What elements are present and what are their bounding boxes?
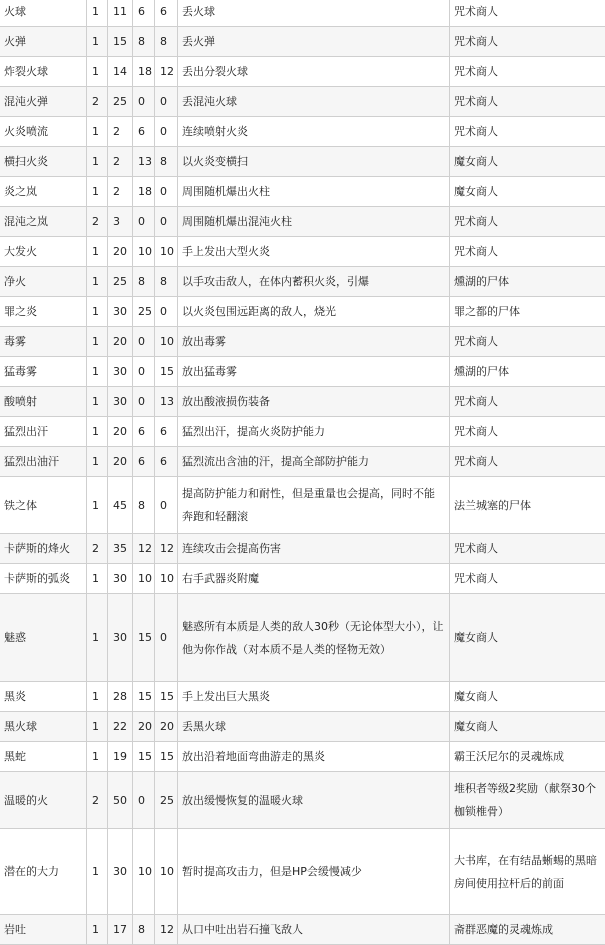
spell-slots: 1 [87, 477, 108, 534]
spell-stat-b: 6 [133, 117, 155, 147]
table-row [0, 534, 605, 564]
spell-stat-b: 15 [133, 682, 155, 712]
spell-source: 霸王沃尼尔的灵魂炼成 [450, 742, 605, 772]
spell-slots: 1 [87, 177, 108, 207]
spell-stat-b: 0 [133, 357, 155, 387]
spell-name: 猛烈出油汗 [0, 447, 87, 477]
table-row [0, 829, 605, 915]
spell-description: 以火炎包围远距离的敌人，烧光 [178, 297, 450, 327]
spell-description: 放出酸液损伤装备 [178, 387, 450, 417]
spell-description: 手上发出巨大黑炎 [178, 682, 450, 712]
table-row [0, 564, 605, 594]
spell-name: 潜在的大力 [0, 829, 87, 915]
spell-stat-a: 30 [108, 387, 133, 417]
spell-slots: 2 [87, 87, 108, 117]
spell-name: 火炎喷流 [0, 117, 87, 147]
spell-name: 黑炎 [0, 682, 87, 712]
spell-stat-b: 15 [133, 594, 155, 682]
spell-stat-b: 0 [133, 772, 155, 829]
spell-stat-b: 10 [133, 829, 155, 915]
spell-stat-c: 12 [155, 915, 178, 945]
spell-stat-a: 20 [108, 417, 133, 447]
table-row [0, 327, 605, 357]
spell-stat-c: 13 [155, 387, 178, 417]
spell-stat-b: 12 [133, 534, 155, 564]
table-row [0, 117, 605, 147]
spell-stat-c: 0 [155, 207, 178, 237]
spell-stat-c: 20 [155, 712, 178, 742]
spell-name: 卡萨斯的烽火 [0, 534, 87, 564]
table-row [0, 477, 605, 534]
spell-stat-a: 11 [108, 0, 133, 27]
spell-source: 魔女商人 [450, 177, 605, 207]
spell-source: 咒术商人 [450, 447, 605, 477]
spell-description: 丢火球 [178, 0, 450, 27]
spell-stat-b: 8 [133, 27, 155, 57]
spell-stat-c: 6 [155, 0, 178, 27]
spell-source: 咒术商人 [450, 0, 605, 27]
table-row [0, 207, 605, 237]
table-row [0, 915, 605, 945]
spell-stat-b: 8 [133, 267, 155, 297]
spell-stat-a: 19 [108, 742, 133, 772]
spell-source: 魔女商人 [450, 682, 605, 712]
spell-name: 炎之岚 [0, 177, 87, 207]
spell-stat-b: 0 [133, 327, 155, 357]
spell-stat-a: 3 [108, 207, 133, 237]
spell-stat-b: 13 [133, 147, 155, 177]
spell-description: 以火炎变横扫 [178, 147, 450, 177]
spell-stat-a: 30 [108, 564, 133, 594]
spell-description: 从口中吐出岩石撞飞敌人 [178, 915, 450, 945]
spell-stat-b: 0 [133, 207, 155, 237]
spell-stat-c: 15 [155, 357, 178, 387]
spell-description: 魅惑所有本质是人类的敌人30秒（无论体型大小），让他为你作战（对本质不是人类的怪物无效） [178, 594, 450, 682]
table-row [0, 177, 605, 207]
spell-stat-a: 30 [108, 829, 133, 915]
spell-source: 魔女商人 [450, 712, 605, 742]
spell-description: 丢火弹 [178, 27, 450, 57]
spell-source: 咒术商人 [450, 117, 605, 147]
spell-name: 净火 [0, 267, 87, 297]
spell-source: 魔女商人 [450, 594, 605, 682]
spell-stat-a: 45 [108, 477, 133, 534]
spell-description: 连续攻击会提高伤害 [178, 534, 450, 564]
spell-stat-c: 0 [155, 477, 178, 534]
spell-stat-a: 20 [108, 237, 133, 267]
spell-source: 燻湖的尸体 [450, 357, 605, 387]
spell-stat-c: 10 [155, 237, 178, 267]
spell-stat-c: 15 [155, 682, 178, 712]
spell-slots: 1 [87, 297, 108, 327]
spell-stat-c: 10 [155, 564, 178, 594]
spell-stat-a: 2 [108, 147, 133, 177]
spell-stat-c: 10 [155, 327, 178, 357]
spell-stat-c: 0 [155, 297, 178, 327]
table-row [0, 772, 605, 829]
spell-source: 咒术商人 [450, 57, 605, 87]
spell-slots: 1 [87, 712, 108, 742]
spell-slots: 1 [87, 387, 108, 417]
spell-stat-a: 25 [108, 87, 133, 117]
spell-stat-c: 12 [155, 57, 178, 87]
spell-slots: 2 [87, 207, 108, 237]
spell-slots: 1 [87, 357, 108, 387]
spell-name: 岩吐 [0, 915, 87, 945]
spell-slots: 1 [87, 27, 108, 57]
table-row [0, 267, 605, 297]
spell-source: 咒术商人 [450, 87, 605, 117]
spell-source: 法兰城塞的尸体 [450, 477, 605, 534]
spell-slots: 1 [87, 237, 108, 267]
spell-description: 放出沿着地面弯曲游走的黑炎 [178, 742, 450, 772]
spell-stat-a: 30 [108, 357, 133, 387]
spell-name: 魅惑 [0, 594, 87, 682]
spell-description: 丢出分裂火球 [178, 57, 450, 87]
spell-stat-c: 8 [155, 27, 178, 57]
spell-stat-c: 25 [155, 772, 178, 829]
spell-source: 燻湖的尸体 [450, 267, 605, 297]
spell-source: 斋群恶魔的灵魂炼成 [450, 915, 605, 945]
table-row [0, 417, 605, 447]
spell-name: 温暖的火 [0, 772, 87, 829]
spell-stat-c: 8 [155, 147, 178, 177]
spell-slots: 1 [87, 57, 108, 87]
spell-stat-a: 20 [108, 447, 133, 477]
spell-name: 猛毒雾 [0, 357, 87, 387]
spell-source: 咒术商人 [450, 564, 605, 594]
table-row [0, 147, 605, 177]
spell-slots: 1 [87, 447, 108, 477]
spell-description: 提高防护能力和耐性，但是重量也会提高，同时不能奔跑和轻翻滚 [178, 477, 450, 534]
spell-stat-c: 0 [155, 87, 178, 117]
spell-name: 黑蛇 [0, 742, 87, 772]
table-row [0, 712, 605, 742]
spell-stat-b: 10 [133, 237, 155, 267]
spell-stat-b: 6 [133, 0, 155, 27]
spell-stat-b: 6 [133, 447, 155, 477]
spell-stat-c: 0 [155, 117, 178, 147]
spell-stat-b: 0 [133, 87, 155, 117]
spell-slots: 1 [87, 0, 108, 27]
spell-slots: 2 [87, 534, 108, 564]
spell-description: 猛烈流出含油的汗，提高全部防护能力 [178, 447, 450, 477]
spell-name: 横扫火炎 [0, 147, 87, 177]
spell-name: 火弹 [0, 27, 87, 57]
table-row [0, 297, 605, 327]
spell-description: 右手武器炎附魔 [178, 564, 450, 594]
spell-slots: 1 [87, 682, 108, 712]
spell-stat-c: 6 [155, 447, 178, 477]
spell-name: 铁之体 [0, 477, 87, 534]
spell-slots: 2 [87, 772, 108, 829]
spell-slots: 1 [87, 829, 108, 915]
table-row [0, 594, 605, 682]
spell-stat-b: 15 [133, 742, 155, 772]
table-row [0, 87, 605, 117]
spell-name: 毒雾 [0, 327, 87, 357]
spell-source: 堆积者等级2奖励（献祭30个枷锁椎骨） [450, 772, 605, 829]
table-row [0, 237, 605, 267]
spell-stat-b: 10 [133, 564, 155, 594]
spell-stat-a: 28 [108, 682, 133, 712]
spell-name: 罪之炎 [0, 297, 87, 327]
spell-stat-a: 35 [108, 534, 133, 564]
spell-stat-c: 6 [155, 417, 178, 447]
spell-stat-b: 25 [133, 297, 155, 327]
spell-stat-b: 6 [133, 417, 155, 447]
spell-slots: 1 [87, 742, 108, 772]
spell-name: 炸裂火球 [0, 57, 87, 87]
spell-description: 周围随机爆出混沌火柱 [178, 207, 450, 237]
spell-description: 放出缓慢恢复的温暖火球 [178, 772, 450, 829]
spell-stat-c: 0 [155, 594, 178, 682]
spell-stat-b: 18 [133, 57, 155, 87]
spell-slots: 1 [87, 417, 108, 447]
spell-stat-a: 30 [108, 594, 133, 682]
spell-stat-a: 25 [108, 267, 133, 297]
spell-source: 咒术商人 [450, 534, 605, 564]
spell-slots: 1 [87, 327, 108, 357]
spell-description: 丢混沌火球 [178, 87, 450, 117]
table-row [0, 57, 605, 87]
table-row [0, 357, 605, 387]
spell-source: 大书库，在有结晶蜥蜴的黑暗房间使用拉杆后的前面 [450, 829, 605, 915]
spell-source: 咒术商人 [450, 387, 605, 417]
spell-name: 火球 [0, 0, 87, 27]
spell-description: 暂时提高攻击力，但是HP会缓慢减少 [178, 829, 450, 915]
spell-source: 魔女商人 [450, 147, 605, 177]
table-row [0, 742, 605, 772]
spell-stat-a: 20 [108, 327, 133, 357]
spell-stat-c: 10 [155, 829, 178, 915]
spell-stat-a: 17 [108, 915, 133, 945]
spell-stat-a: 22 [108, 712, 133, 742]
spell-name: 卡萨斯的弧炎 [0, 564, 87, 594]
table-row [0, 682, 605, 712]
spell-source: 咒术商人 [450, 207, 605, 237]
table-row [0, 0, 605, 27]
spell-stat-a: 14 [108, 57, 133, 87]
spell-name: 猛烈出汗 [0, 417, 87, 447]
spell-stat-c: 0 [155, 177, 178, 207]
spell-description: 放出猛毒雾 [178, 357, 450, 387]
spell-stat-a: 15 [108, 27, 133, 57]
spell-name: 混沌火弹 [0, 87, 87, 117]
spell-name: 混沌之岚 [0, 207, 87, 237]
spell-description: 连续喷射火炎 [178, 117, 450, 147]
spell-slots: 1 [87, 267, 108, 297]
spell-source: 咒术商人 [450, 27, 605, 57]
spell-stat-b: 8 [133, 477, 155, 534]
table-row [0, 387, 605, 417]
spell-stat-b: 18 [133, 177, 155, 207]
spell-source: 罪之都的尸体 [450, 297, 605, 327]
spell-description: 猛烈出汗，提高火炎防护能力 [178, 417, 450, 447]
spell-stat-b: 8 [133, 915, 155, 945]
spell-source: 咒术商人 [450, 327, 605, 357]
spell-slots: 1 [87, 117, 108, 147]
spell-stat-b: 0 [133, 387, 155, 417]
spell-description: 以手攻击敌人，在体内蓄积火炎，引爆 [178, 267, 450, 297]
spell-stat-c: 8 [155, 267, 178, 297]
spell-description: 放出毒雾 [178, 327, 450, 357]
spell-source: 咒术商人 [450, 237, 605, 267]
spell-slots: 1 [87, 564, 108, 594]
spell-description: 丢黑火球 [178, 712, 450, 742]
spell-description: 周围随机爆出火柱 [178, 177, 450, 207]
spell-stat-a: 50 [108, 772, 133, 829]
spell-slots: 1 [87, 147, 108, 177]
spell-description: 手上发出大型火炎 [178, 237, 450, 267]
spell-name: 黑火球 [0, 712, 87, 742]
spell-slots: 1 [87, 915, 108, 945]
table-row [0, 27, 605, 57]
spell-stat-a: 2 [108, 117, 133, 147]
spell-stat-a: 2 [108, 177, 133, 207]
spell-name: 酸喷射 [0, 387, 87, 417]
spell-source: 咒术商人 [450, 417, 605, 447]
spell-slots: 1 [87, 594, 108, 682]
spell-name: 大发火 [0, 237, 87, 267]
spell-stat-a: 30 [108, 297, 133, 327]
spell-stat-b: 20 [133, 712, 155, 742]
table-row [0, 447, 605, 477]
spell-stat-c: 12 [155, 534, 178, 564]
spell-stat-c: 15 [155, 742, 178, 772]
